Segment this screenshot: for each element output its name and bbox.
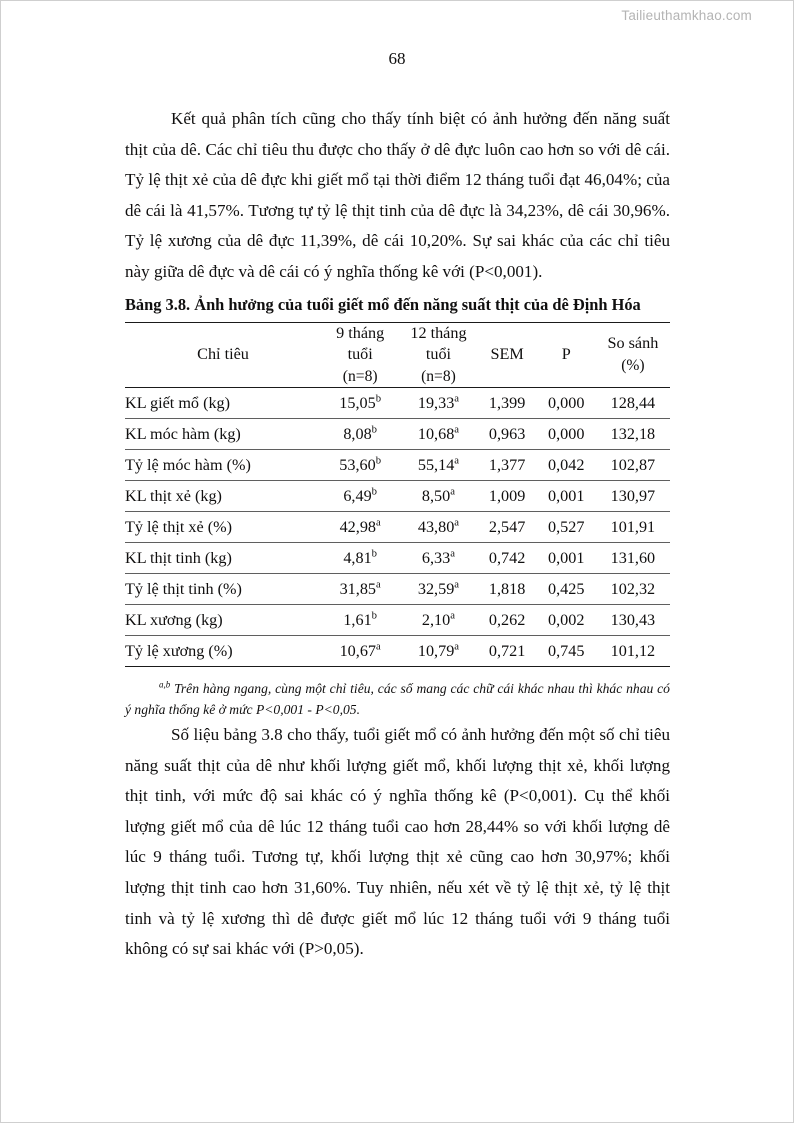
header-sem bbox=[478, 323, 537, 388]
significance-marker: a bbox=[450, 485, 455, 498]
significance-marker: b bbox=[371, 423, 377, 436]
cell-comparison: 132,18 bbox=[596, 419, 670, 450]
header-sem-label: SEM bbox=[490, 345, 524, 364]
cell-sem: 1,377 bbox=[478, 450, 537, 481]
cell-p: 0,527 bbox=[537, 512, 596, 543]
cell-9months: 10,67$^a$ bbox=[321, 636, 399, 667]
table-bottom-rule bbox=[125, 667, 670, 668]
significance-marker: a bbox=[450, 609, 455, 622]
cell-p: 0,425 bbox=[537, 574, 596, 605]
cell-comparison: 128,44 bbox=[610, 394, 656, 413]
cell-12months: 8,50$^a$ bbox=[399, 481, 477, 512]
table-row bbox=[125, 388, 670, 419]
cell-12months: 32,59$^a$ bbox=[399, 574, 477, 605]
table-row bbox=[125, 574, 670, 605]
header-12-top: 12 tháng bbox=[410, 323, 467, 342]
footnote-text: Trên hàng ngang, cùng một chỉ tiêu, các số mang các chữ cái khác nhau thì khác nhau có ý nghĩa thống kê ở mức P<0,001 - P<0,05. bbox=[125, 681, 670, 717]
cell-comparison: 131,60 bbox=[596, 543, 670, 574]
cell-indicator: KL giết mổ (kg) bbox=[125, 394, 231, 413]
cell-sem: 1,009 bbox=[478, 481, 537, 512]
table-row bbox=[125, 636, 670, 667]
table-row bbox=[125, 450, 670, 481]
significance-marker: a bbox=[454, 454, 460, 467]
results-table bbox=[125, 322, 670, 668]
page-content bbox=[125, 104, 670, 965]
header-group-9months bbox=[321, 323, 399, 388]
significance-marker: a bbox=[454, 578, 460, 591]
cell-12months: 6,33$^a$ bbox=[399, 543, 477, 574]
significance-marker: a bbox=[454, 423, 460, 436]
header-12-mid: tuổi bbox=[425, 345, 452, 364]
significance-marker: b bbox=[375, 454, 382, 467]
significance-marker: b bbox=[371, 485, 377, 498]
header-12-n: (n=8) bbox=[421, 367, 456, 385]
significance-marker: a bbox=[454, 516, 460, 529]
cell-sem: 1,818 bbox=[478, 574, 537, 605]
cell-sem: 0,721 bbox=[478, 636, 537, 667]
cell-indicator: Tỷ lệ thịt tinh (%) bbox=[125, 574, 321, 605]
cell-9months: 6,49$^b$ bbox=[321, 481, 399, 512]
cell-9months: 1,61$^b$ bbox=[321, 605, 399, 636]
header-p-label: P bbox=[561, 345, 571, 364]
cell-indicator: KL móc hàm (kg) bbox=[125, 419, 321, 450]
table-body bbox=[125, 388, 670, 667]
cell-p: 0,001 bbox=[537, 481, 596, 512]
header-comparison-top: So sánh bbox=[607, 334, 659, 353]
significance-marker: a bbox=[376, 578, 381, 591]
cell-comparison: 130,97 bbox=[596, 481, 670, 512]
table-header-row bbox=[125, 323, 670, 388]
cell-12months: 10,68$^a$ bbox=[399, 419, 477, 450]
header-indicator bbox=[125, 323, 321, 388]
cell-comparison: 130,43 bbox=[596, 605, 670, 636]
cell-indicator: Tỷ lệ móc hàm (%) bbox=[125, 450, 321, 481]
cell-comparison: 101,12 bbox=[596, 636, 670, 667]
cell-p: 0,000 bbox=[548, 394, 585, 413]
table-footnote bbox=[125, 679, 670, 720]
significance-marker: a bbox=[376, 640, 381, 653]
cell-indicator: Tỷ lệ thịt xẻ (%) bbox=[125, 512, 321, 543]
cell-indicator: Tỷ lệ xương (%) bbox=[125, 636, 321, 667]
header-group-12months bbox=[399, 323, 477, 388]
paragraph-intro: Kết quả phân tích cũng cho thấy tính biệt có ảnh hưởng đến năng suất thịt của dê. Các chỉ tiêu thu được cho thấy ở dê đực luôn cao hơn so với dê cái. Tỷ lệ thịt xẻ của dê đực khi giết mổ tại thời điểm 12 tháng tuổi đạt 46,04%; của dê cái là 41,57%. Tương tự tỷ lệ thịt tinh của dê đực là 34,23%, dê cái 30,96%. Tỷ lệ xương của dê đực 11,39%, dê cái 10,20%. Sự sai khác của các chỉ tiêu này giữa dê đực và dê cái có ý nghĩa thống kê với (P<0,001). bbox=[125, 109, 670, 281]
header-9-top: 9 tháng bbox=[336, 323, 385, 342]
table-row bbox=[125, 543, 670, 574]
significance-marker: b bbox=[375, 392, 382, 405]
cell-comparison: 102,32 bbox=[596, 574, 670, 605]
header-9-n: (n=8) bbox=[342, 367, 378, 385]
table-row bbox=[125, 512, 670, 543]
cell-12months: 10,79$^a$ bbox=[399, 636, 477, 667]
table-caption bbox=[125, 291, 670, 318]
table-row bbox=[125, 481, 670, 512]
significance-marker: a bbox=[454, 392, 460, 405]
header-indicator-label: Chỉ tiêu bbox=[197, 345, 249, 364]
cell-p: 0,745 bbox=[537, 636, 596, 667]
cell-indicator: KL thịt tinh (kg) bbox=[125, 543, 321, 574]
header-comparison bbox=[596, 323, 670, 388]
cell-12months: 55,14$^a$ bbox=[399, 450, 477, 481]
cell-comparison: 102,87 bbox=[596, 450, 670, 481]
cell-p: 0,042 bbox=[537, 450, 596, 481]
cell-sem: 2,547 bbox=[478, 512, 537, 543]
significance-marker: b bbox=[371, 609, 377, 622]
table-row bbox=[125, 605, 670, 636]
cell-p: 0,000 bbox=[537, 419, 596, 450]
cell-p: 0,001 bbox=[537, 543, 596, 574]
cell-p: 0,002 bbox=[537, 605, 596, 636]
watermark: Tailieuthamkhao.com bbox=[621, 8, 752, 23]
significance-marker: a bbox=[450, 547, 455, 560]
cell-9months: 42,98$^a$ bbox=[321, 512, 399, 543]
cell-sem: 0,963 bbox=[478, 419, 537, 450]
cell-comparison: 101,91 bbox=[596, 512, 670, 543]
footnote-marker: a,b bbox=[159, 679, 171, 690]
cell-sem: 0,742 bbox=[478, 543, 537, 574]
paragraph-discussion: Số liệu bảng 3.8 cho thấy, tuổi giết mổ có ảnh hưởng đến một số chỉ tiêu năng suất thịt của dê như khối lượng giết mổ, khối lượng thịt xẻ, khối lượng thịt tinh, với mức độ sai khác có ý nghĩa thống kê (P<0,001). Cụ thể khối lượng giết mổ của dê lúc 12 tháng tuổi cao hơn 28,44% so với khối lượng dê lúc 9 tháng tuổi. Tương tự, khối lượng thịt xẻ cũng cao hơn 30,97%; khối lượng thịt tinh cao hơn 31,60%. Tuy nhiên, nếu xét về tỷ lệ thịt xẻ, tỷ lệ thịt tinh và tỷ lệ xương thì dê được giết mổ lúc 12 tháng tuổi với 9 tháng tuổi không có sự sai khác với (P>0,05). bbox=[125, 725, 670, 959]
page-number: 68 bbox=[388, 49, 406, 68]
significance-marker: a bbox=[454, 640, 460, 653]
cell-12months: 2,10$^a$ bbox=[399, 605, 477, 636]
significance-marker: a bbox=[376, 516, 381, 529]
header-9-mid: tuổi bbox=[347, 345, 373, 364]
table-caption-text: Ảnh hưởng của tuổi giết mổ đến năng suất thịt của dê Định Hóa bbox=[194, 294, 641, 314]
cell-9months: 53,60$^b$ bbox=[321, 450, 399, 481]
cell-12months: 43,80$^a$ bbox=[399, 512, 477, 543]
header-comparison-bottom: (%) bbox=[621, 356, 645, 374]
cell-sem: 0,262 bbox=[478, 605, 537, 636]
cell-9months: 8,08$^b$ bbox=[321, 419, 399, 450]
cell-indicator: KL xương (kg) bbox=[125, 605, 321, 636]
cell-9months: 31,85$^a$ bbox=[321, 574, 399, 605]
table-row bbox=[125, 419, 670, 450]
cell-indicator: KL thịt xẻ (kg) bbox=[125, 481, 321, 512]
cell-12months: 19,33$^a$ bbox=[417, 392, 460, 413]
cell-9months: 15,05$^b$ bbox=[339, 392, 382, 413]
cell-9months: 4,81$^b$ bbox=[321, 543, 399, 574]
header-p bbox=[537, 323, 596, 388]
significance-marker: b bbox=[371, 547, 377, 560]
cell-sem: 1,399 bbox=[488, 394, 526, 413]
table-caption-label: Bảng 3.8. bbox=[125, 294, 191, 314]
